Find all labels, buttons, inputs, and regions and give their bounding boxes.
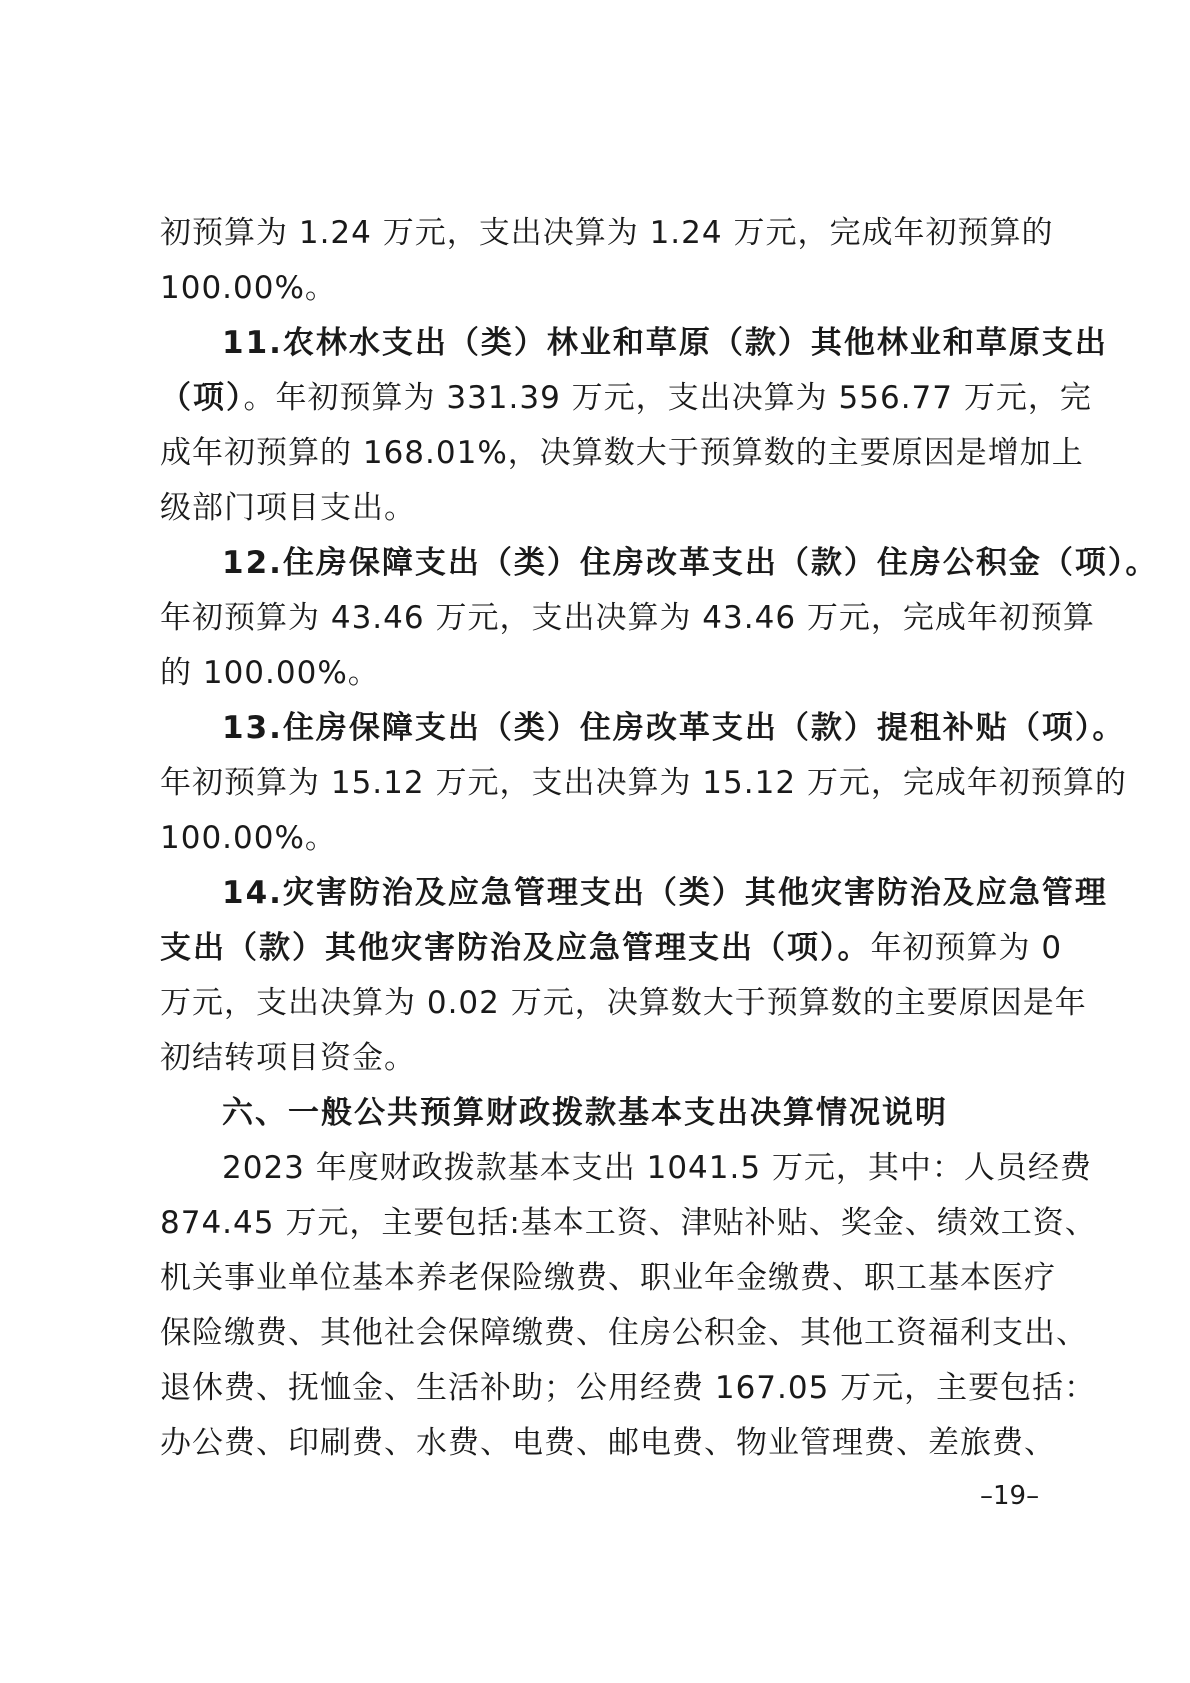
text-line: 的 100.00%。 (160, 655, 380, 691)
text-span: 。年初预算为 331.39 万元，支出决算为 556.77 万元，完 (243, 380, 1092, 416)
text-line: 退休费、抚恤金、生活补助；公用经费 167.05 万元，主要包括： (160, 1370, 1097, 1406)
text-line: 办公费、印刷费、水费、电费、邮电费、物业管理费、差旅费、 (160, 1425, 1056, 1461)
text-line: 2023 年度财政拨款基本支出 1041.5 万元，其中：人员经费 (222, 1150, 1092, 1186)
section-heading-14: 14.灾害防治及应急管理支出（类）其他灾害防治及应急管理 (222, 875, 1108, 911)
text-line: 年初预算为 43.46 万元，支出决算为 43.46 万元，完成年初预算 (160, 600, 1095, 636)
text-line: 万元，支出决算为 0.02 万元，决算数大于预算数的主要原因是年 (160, 985, 1087, 1021)
text-line: 初结转项目资金。 (160, 1040, 416, 1076)
text-line: 机关事业单位基本养老保险缴费、职业年金缴费、职工基本医疗 (160, 1260, 1056, 1296)
text-span: 年初预算为 0 (870, 930, 1063, 966)
text-line: 874.45 万元，主要包括:基本工资、津贴补贴、奖金、绩效工资、 (160, 1205, 1097, 1241)
section-heading-11-end: （项） (160, 380, 244, 416)
section-heading-6: 六、一般公共预算财政拨款基本支出决算情况说明 (222, 1095, 948, 1131)
section-heading-13: 13.住房保障支出（类）住房改革支出（款）提租补贴（项）。 (222, 710, 1126, 746)
text-line (160, 920, 1063, 976)
page-number: –19– (980, 1481, 1040, 1511)
section-heading-14-end: 支出（款）其他灾害防治及应急管理支出（项）。 (160, 930, 871, 966)
text-line: 年初预算为 15.12 万元，支出决算为 15.12 万元，完成年初预算的 (160, 765, 1127, 801)
text-line: 级部门项目支出。 (160, 490, 416, 526)
section-heading-11: 11.农林水支出（类）林业和草原（款）其他林业和草原支出 (222, 325, 1108, 361)
text-line: 初预算为 1.24 万元，支出决算为 1.24 万元，完成年初预算的 (160, 215, 1054, 251)
text-line: 成年初预算的 168.01%，决算数大于预算数的主要原因是增加上 (160, 435, 1084, 471)
text-line: 100.00%。 (160, 820, 337, 856)
text-line: 保险缴费、其他社会保障缴费、住房公积金、其他工资福利支出、 (160, 1315, 1088, 1351)
text-line (160, 370, 1092, 426)
text-line: 100.00%。 (160, 270, 337, 306)
section-heading-12: 12.住房保障支出（类）住房改革支出（款）住房公积金（项）。 (222, 545, 1159, 581)
